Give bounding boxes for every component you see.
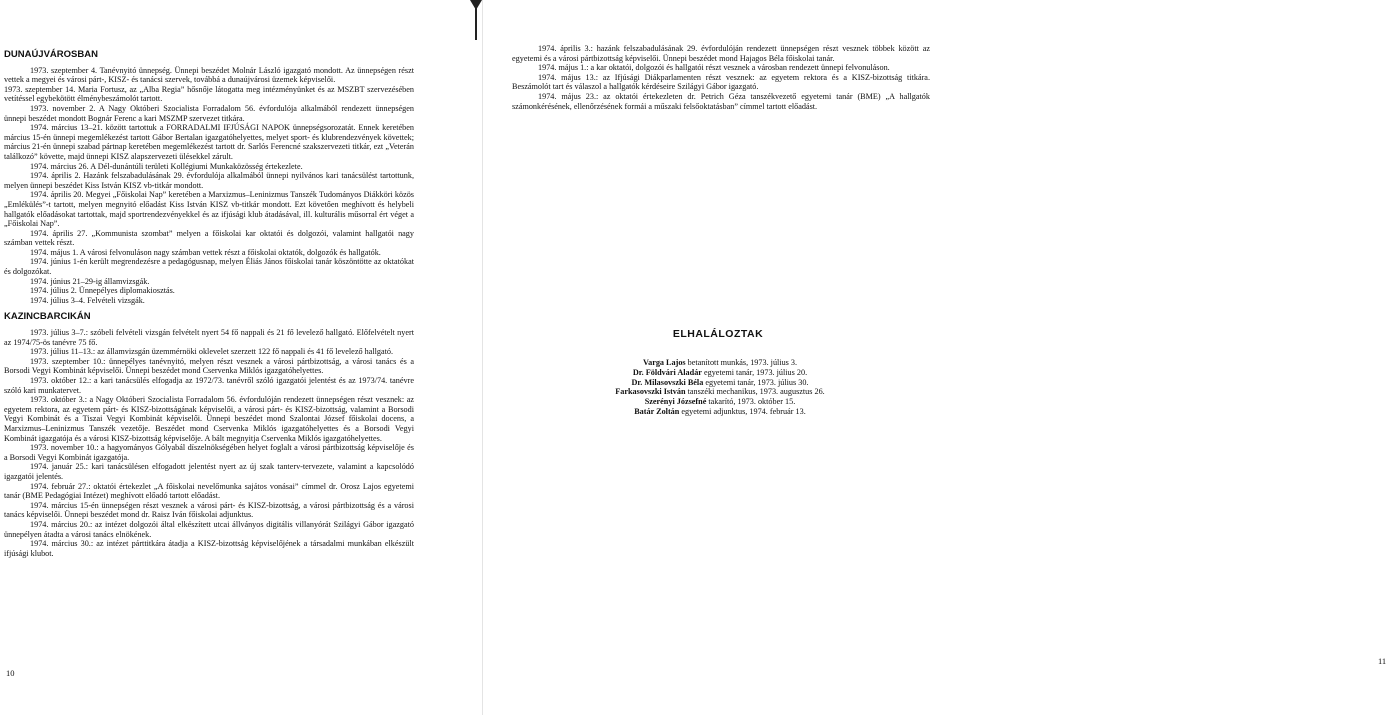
deceased-name: Dr. Milasovszki Béla xyxy=(631,377,704,387)
gutter-divider xyxy=(482,0,483,715)
chronicle-entry: 1974. március 20.: az intézet dolgozói által elkészített utcai állványos digitális villanyórát Szilágyi Gábor igazgató ünnepélyen átadta a városi tanács elnökének. xyxy=(4,519,414,539)
chronicle-entry: 1974. március 13–21. között tartottuk a FORRADALMI IFJÚSÁGI NAPOK ünnepségsorozatát. Ennek keretében március 15-én ünnepi megemlékezést tartott Gábor Bertalan igazgatóhelyettes, melyet sport- és klubrendezvények követtek; március 21-én ünnepi szabad pártnap keretében megemlékezést tartott dr. Sarlós Ferencné szakszervezeti titkár, ezt „Veterán találkozó” követte, majd ünnepi KISZ alapszervezeti ülésekkel zárult. xyxy=(4,123,414,161)
deceased-name: Farkasovszki István xyxy=(615,387,686,397)
chronicle-entry: 1974. január 25.: kari tanácsülésen elfogadott jelentést nyert az új szak tanterv-tervezete, valamint a kapcsolódó igazgatói jelentés. xyxy=(4,462,414,481)
chronicle-entry: 1974. április 3.: hazánk felszabadulásának 29. évfordulóján rendezett ünnepségen részt vesznek többek között az egyetemi és a városi pártbizottság képviselői. Ünnepi beszédet mond Hajagos Béla főiskolai tanár. xyxy=(512,44,930,63)
chronicle-entry: 1974. február 27.: oktatói értekezlet „A főiskolai nevelőmunka sajátos vonásai” címmel dr. Orosz Lajos egyetemi tanár (BME Pedagógiai Intézet) meghívott előadó tartott előadást. xyxy=(4,481,414,501)
chronicle-entry: 1974. június 1-én került megrendezésre a pedagógusnap, melyen Éliás János főiskolai tanár köszöntötte az oktatókat és dolgozókat. xyxy=(4,257,414,277)
chronicle-entry: 1974. július 3–4. Felvételi vizsgák. xyxy=(30,295,145,305)
deceased-name: Szerényi Józsefné xyxy=(644,397,707,407)
left-page-column xyxy=(4,50,414,558)
obituary-entry xyxy=(530,387,910,397)
page-number-right: 11 xyxy=(1378,656,1386,666)
section-heading-kazincbarcika: KAZINCBARCIKÁN xyxy=(4,311,91,323)
deceased-name: Batár Zoltán xyxy=(634,406,680,416)
deceased-details: tanszéki mechanikus, 1973. augusztus 26. xyxy=(685,387,825,397)
chronicle-entry: 1974. március 30.: az intézet párttitkára átadja a KISZ-bizottság képviselőjének a társadalmi munkában elkészült ifjúsági klubot. xyxy=(4,539,414,558)
deceased-details: egyetemi adjunktus, 1974. február 13. xyxy=(679,406,806,416)
deceased-details: betanított munkás, 1973. július 3. xyxy=(685,358,798,367)
page-number-left: 10 xyxy=(6,668,15,678)
chronicle-entry: 1973. július 11–13.: az államvizsgán üzemmérnöki oklevelet szerzett 122 fő nappali és 41 fő levelező hallgató. xyxy=(30,347,394,357)
obituary-list xyxy=(530,358,910,417)
chronicle-entry: 1973. november 2. A Nagy Októberi Szocialista Forradalom 56. évfordulója alkalmából rendezett ünnepségen ünnepi beszédet mondott Bognár Ferenc a kari MSZMP szervezet titkára. xyxy=(4,103,414,123)
deceased-name: Dr. Földvári Aladár xyxy=(632,367,702,377)
right-page xyxy=(490,0,1386,715)
deceased-details: egyetemi tanár, 1973. július 30. xyxy=(703,377,809,387)
chronicle-entry: 1974. május 1.: a kar oktatói, dolgozói és hallgatói részt vesznek a városban rendezett ünnepi felvonuláson. xyxy=(538,63,890,73)
obituary-title: ELHALÁLOZTAK xyxy=(672,328,764,340)
chronicle-entry: 1974. március 26. A Dél-dunántúli területi Kollégiumi Munkaközösség értekezlete. xyxy=(30,161,303,171)
chronicle-entry: 1974. március 15-én ünnepségen részt vesznek a városi párt- és KISZ-bizottság, a városi pártbizottság és a városi tanács képviselői. Ünnepi beszédet mond dr. Raisz Iván főiskolai adjunktus. xyxy=(4,500,414,520)
obituary-entry xyxy=(530,358,910,368)
section-heading-dunaujvaros: DUNAÚJVÁROSBAN xyxy=(4,49,98,60)
obituary-entry xyxy=(530,378,910,388)
chronicle-entry: 1974. május 23.: az oktatói értekezleten dr. Petrich Géza tanszékvezető egyetemi tanár (BME) „A hallgatók számonkérésének, ellenőrzésének formái a műszaki felsőoktatásban” címmel tartott előadást. xyxy=(512,91,930,111)
chronicle-entry: 1974. június 21–29-ig államvizsgák. xyxy=(30,276,150,286)
chronicle-entry: 1974. április 2. Hazánk felszabadulásának 29. évfordulója alkalmából ünnepi nyilvános kari tanácsülést tartottunk, melyen ünnepi beszédet Kiss István KISZ vb-titkár mondott. xyxy=(4,171,414,190)
chronicle-entry: 1974. április 27. „Kommunista szombat” melyen a főiskolai kar oktatói és dolgozói, valamint hallgatói nagy számban vettek részt. xyxy=(4,228,414,248)
deceased-details: takarító, 1973. október 15. xyxy=(706,397,796,407)
chronicle-entry: 1973. szeptember 10.: ünnepélyes tanévnyitó, melyen részt vesznek a városi pártbizottság, a városi tanács és a Borsodi Vegyi Kombinát képviselői. Ünnepi beszédet mond Cservenka Miklós igazgatóhelyettes. xyxy=(4,356,414,376)
right-page-column xyxy=(512,44,930,111)
chronicle-entry: 1973. július 3–7.: szóbeli felvételi vizsgán felvételt nyert 54 fő nappali és 21 fő levelező hallgató. Előfelvételt nyert az 1974/75-ös tanévre 75 fő. xyxy=(4,328,414,347)
left-page xyxy=(0,0,468,715)
obituary-entry xyxy=(530,368,910,378)
chronicle-entry: 1974. július 2. Ünnepélyes diplomakiosztás. xyxy=(30,286,175,296)
chronicle-entry: 1973. október 3.: a Nagy Októberi Szocialista Forradalom 56. évfordulóján rendezett ünnepségen részt vesznek: az egyetem rektora, az egyetem párt- és KISZ-bizottságának képviselői, a városi párt- és KISZ-bizottság, valamint a Borsodi Vegyi Kombinát és a Tiszai Vegyi Kombinát képviselői. Ünnepi beszédet mond Szalontai József főiskolai docens, a Marxizmus–Leninizmus Tanszék vezetője. Beszédet mond Cservenka Miklós igazgatóhelyettes és a Borsodi Vegyi Kombinát igazgatója és a városi KISZ-bizottság képviselője. A bált megnyitja Cservenka Miklós igazgatóhelyettes. xyxy=(4,395,414,443)
chronicle-entry: 1973. szeptember 4. Tanévnyitó ünnepség. Ünnepi beszédet Molnár László igazgató mondott. Az ünnepségen részt vettek a megyei és városi párt-, KISZ- és tanácsi szervek, továbbá a dunaújvárosi üzemek képviselői. xyxy=(4,65,414,85)
down-arrow-icon xyxy=(472,0,480,40)
obituary-entry xyxy=(530,407,910,417)
deceased-name: Varga Lajos xyxy=(642,358,686,367)
chronicle-entry: 1973. szeptember 14. Maria Fortusz, az „Alba Regia” hősnője látogatta meg intézményünket és az MSZBT szervezésében vetítéssel egybekötött élménybeszámolót tartott. xyxy=(4,84,414,104)
chronicle-entry: 1974. május 13.: az Ifjúsági Diákparlamenten részt vesznek: az egyetem rektora és a KISZ-bizottság titkára. Beszámolót tart és válaszol a hallgatók kérdéseire Szilágyi Gábor igazgató. xyxy=(512,72,930,92)
chronicle-entry: 1974. május 1. A városi felvonuláson nagy számban vettek részt a főiskolai oktatók, dolgozók és hallgatók. xyxy=(30,247,381,257)
chronicle-entry: 1973. október 12.: a kari tanácsülés elfogadja az 1972/73. tanévről szóló igazgatói jelentést és az 1973/74. tanévre szóló kari munkatervet. xyxy=(4,376,414,395)
obituary-entry xyxy=(530,397,910,407)
deceased-details: egyetemi tanár, 1973. július 20. xyxy=(701,367,808,377)
chronicle-entry: 1973. november 10.: a hagyományos Gólyabál díszelnökségében helyet foglalt a városi pártbizottság képviselője és a Borsodi Vegyi Kombinát igazgatója. xyxy=(4,443,414,462)
chronicle-entry: 1974. április 20. Megyei „Főiskolai Nap” keretében a Marxizmus–Leninizmus Tanszék Tudományos Diákköri közös „Emlékülés”-t tartott, melyen megnyitó előadást Kiss István KISZ vb-titkár mondott. Ezt követően meghívott és helybeli hallgatók előadásokat tartottak, majd sportrendezvényekkel és az ifjúsági klub átadásával, ill. kulturális műsorral ért véget a „Főiskolai Nap”. xyxy=(4,190,414,229)
